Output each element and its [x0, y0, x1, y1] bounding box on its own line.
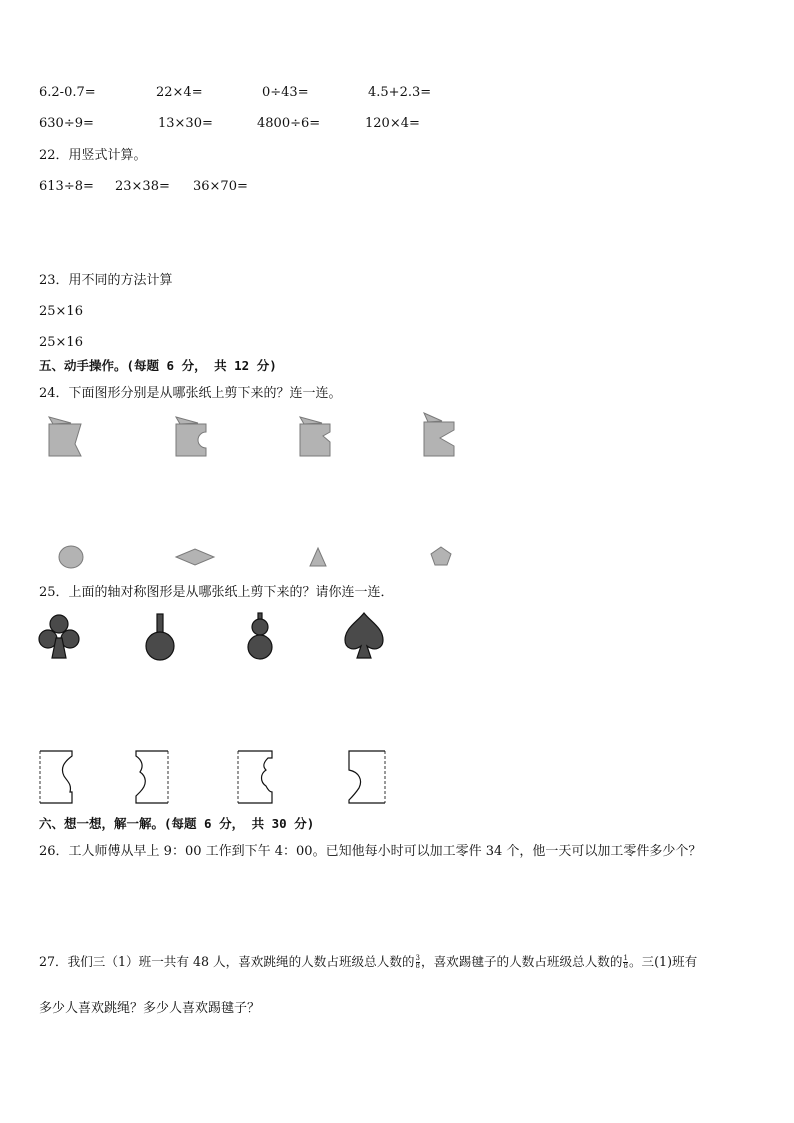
equation: 25×16 — [39, 304, 83, 319]
folded-paper-6 — [130, 748, 172, 806]
fraction-numerator: 3 — [415, 954, 420, 962]
circle-shape — [57, 544, 85, 570]
q27-part-2: ，喜欢踢毽子的人数占班级总人数的 — [420, 954, 623, 969]
question-22-title: 22．用竖式计算。 — [39, 148, 147, 163]
equation: 22×4= — [156, 85, 203, 100]
fraction-denominator: 8 — [415, 962, 420, 970]
section-6-heading: 六、想一想，解一解。(每题 6 分， 共 30 分) — [39, 816, 315, 831]
equation: 25×16 — [39, 335, 83, 350]
question-26-text: 26．工人师傅从早上 9：00 工作到下午 4：00。已知他每小时可以加工零件 34 个，他一天可以加工零件多少个？ — [39, 844, 702, 859]
equation: 4.5+2.3= — [368, 85, 432, 100]
club-icon — [37, 612, 81, 662]
question-23-title: 23．用不同的方法计算 — [39, 273, 173, 288]
question-24-title: 24．下面图形分别是从哪张纸上剪下来的？连一连。 — [39, 386, 342, 401]
folded-paper-1 — [45, 412, 85, 460]
gourd-icon — [243, 610, 277, 662]
equation: 630÷9= — [39, 116, 94, 131]
q27-part-3: 。三(1)班有 — [628, 954, 698, 969]
section-5-heading: 五、动手操作。(每题 6 分， 共 12 分) — [39, 358, 277, 373]
rhombus-shape — [174, 547, 216, 567]
question-27-line-1 — [39, 955, 697, 970]
fraction-3-8 — [416, 955, 420, 970]
fraction-numerator: 1 — [623, 954, 628, 962]
equation: 36×70= — [193, 179, 248, 194]
equation: 120×4= — [365, 116, 420, 131]
equation: 4800÷6= — [257, 116, 321, 131]
equation: 613÷8= — [39, 179, 94, 194]
question-25-title: 25．上面的轴对称图形是从哪张纸上剪下来的？请你连一连． — [39, 585, 394, 600]
racket-icon — [140, 610, 180, 662]
folded-paper-4 — [420, 410, 460, 460]
folded-paper-3 — [296, 412, 336, 460]
equation: 6.2-0.7= — [39, 85, 96, 100]
folded-paper-7 — [234, 748, 278, 806]
equation: 0÷43= — [262, 85, 309, 100]
q27-part-1: 27．我们三（1）班一共有 48 人，喜欢跳绳的人数占班级总人数的 — [39, 954, 415, 969]
equation: 13×30= — [158, 116, 213, 131]
fraction-1-8 — [623, 955, 627, 970]
folded-paper-8 — [343, 748, 389, 806]
folded-paper-2 — [172, 412, 212, 460]
question-27-line-2: 多少人喜欢跳绳？多少人喜欢踢毽子？ — [39, 1001, 261, 1016]
fraction-denominator: 8 — [623, 962, 628, 970]
spade-icon — [341, 610, 387, 662]
pentagon-shape — [429, 545, 453, 567]
folded-paper-5 — [36, 748, 78, 806]
triangle-shape — [308, 546, 328, 568]
equation: 23×38= — [115, 179, 170, 194]
